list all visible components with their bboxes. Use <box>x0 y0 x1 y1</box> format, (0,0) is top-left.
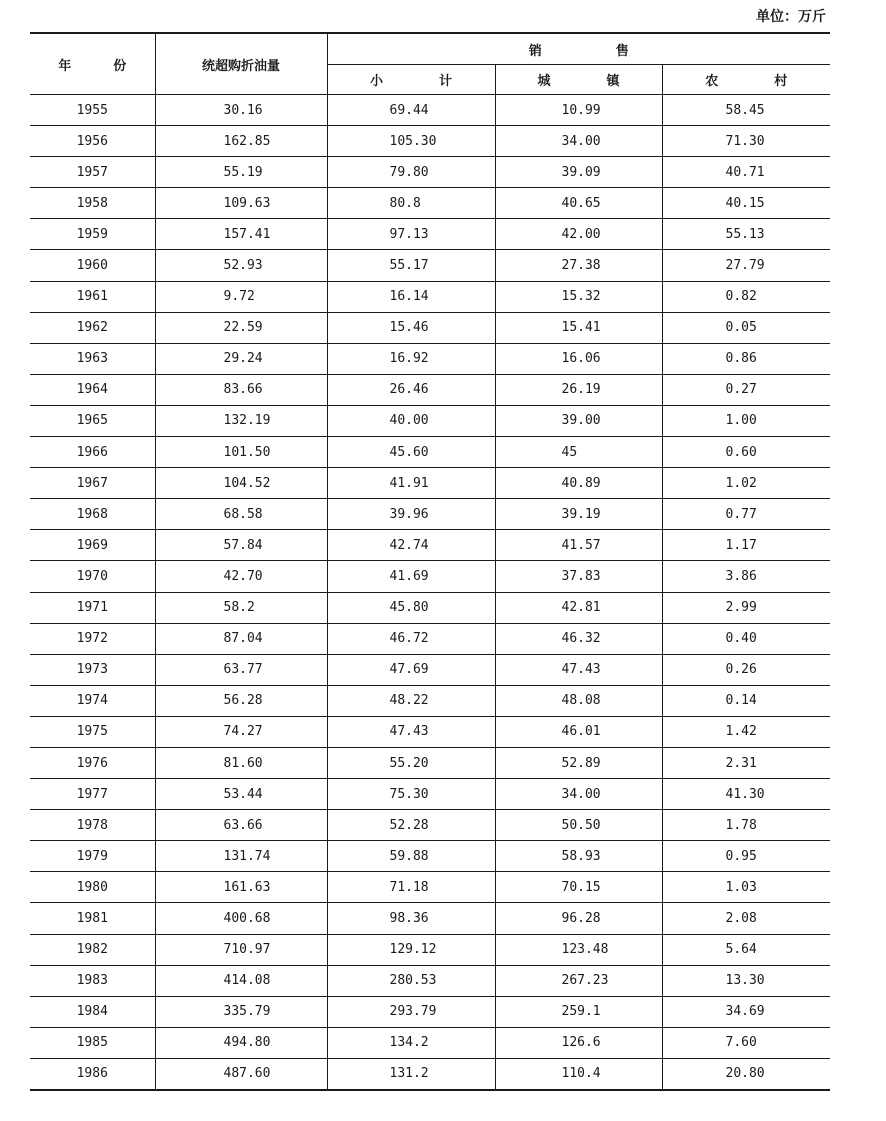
cell-rural: 5.64 <box>662 934 830 965</box>
header-subtotal-char-1: 小 <box>369 74 383 89</box>
table-row <box>30 468 830 499</box>
cell-year: 1957 <box>30 157 155 188</box>
cell-town: 39.09 <box>495 157 662 188</box>
cell-subtotal: 16.92 <box>327 343 495 374</box>
cell-tongchaogou: 68.58 <box>155 499 327 530</box>
cell-rural: 1.42 <box>662 716 830 747</box>
cell-tongchaogou: 710.97 <box>155 934 327 965</box>
cell-year: 1986 <box>30 1058 155 1090</box>
header-rural-char-1: 农 <box>705 74 719 89</box>
cell-town: 39.19 <box>495 499 662 530</box>
cell-year: 1967 <box>30 468 155 499</box>
table-body <box>30 95 830 1091</box>
cell-tongchaogou: 22.59 <box>155 312 327 343</box>
cell-tongchaogou: 83.66 <box>155 374 327 405</box>
cell-year: 1960 <box>30 250 155 281</box>
cell-rural: 1.78 <box>662 810 830 841</box>
table-header <box>30 33 830 95</box>
cell-subtotal: 59.88 <box>327 841 495 872</box>
cell-rural: 41.30 <box>662 779 830 810</box>
cell-tongchaogou: 161.63 <box>155 872 327 903</box>
cell-subtotal: 98.36 <box>327 903 495 934</box>
cell-subtotal: 41.69 <box>327 561 495 592</box>
cell-subtotal: 48.22 <box>327 685 495 716</box>
cell-tongchaogou: 101.50 <box>155 437 327 468</box>
cell-year: 1971 <box>30 592 155 623</box>
cell-tongchaogou: 335.79 <box>155 996 327 1027</box>
cell-subtotal: 52.28 <box>327 810 495 841</box>
table-row <box>30 903 830 934</box>
cell-rural: 0.40 <box>662 623 830 654</box>
cell-subtotal: 45.60 <box>327 437 495 468</box>
table-row <box>30 623 830 654</box>
table-row <box>30 685 830 716</box>
cell-tongchaogou: 131.74 <box>155 841 327 872</box>
cell-year: 1963 <box>30 343 155 374</box>
cell-year: 1979 <box>30 841 155 872</box>
cell-rural: 40.71 <box>662 157 830 188</box>
cell-tongchaogou: 162.85 <box>155 126 327 157</box>
cell-tongchaogou: 400.68 <box>155 903 327 934</box>
header-sales-char-1: 销 <box>528 43 542 59</box>
cell-subtotal: 45.80 <box>327 592 495 623</box>
table-row <box>30 499 830 530</box>
cell-subtotal: 16.14 <box>327 281 495 312</box>
cell-town: 50.50 <box>495 810 662 841</box>
cell-town: 42.00 <box>495 219 662 250</box>
cell-year: 1968 <box>30 499 155 530</box>
header-sales-char-2: 售 <box>615 43 629 59</box>
cell-subtotal: 129.12 <box>327 934 495 965</box>
cell-tongchaogou: 414.08 <box>155 965 327 996</box>
unit-label: 单位：万斤 <box>756 9 826 25</box>
cell-rural: 13.30 <box>662 965 830 996</box>
cell-town: 45 <box>495 437 662 468</box>
cell-subtotal: 55.17 <box>327 250 495 281</box>
cell-tongchaogou: 104.52 <box>155 468 327 499</box>
cell-year: 1983 <box>30 965 155 996</box>
cell-town: 16.06 <box>495 343 662 374</box>
cell-year: 1984 <box>30 996 155 1027</box>
cell-subtotal: 39.96 <box>327 499 495 530</box>
cell-town: 48.08 <box>495 685 662 716</box>
cell-tongchaogou: 487.60 <box>155 1058 327 1090</box>
table-row <box>30 95 830 126</box>
cell-town: 40.89 <box>495 468 662 499</box>
cell-subtotal: 97.13 <box>327 219 495 250</box>
table-row <box>30 312 830 343</box>
cell-town: 34.00 <box>495 126 662 157</box>
oil-statistics-table-container <box>30 32 830 1091</box>
cell-subtotal: 105.30 <box>327 126 495 157</box>
cell-rural: 3.86 <box>662 561 830 592</box>
header-town <box>495 65 662 95</box>
table-row <box>30 779 830 810</box>
cell-tongchaogou: 74.27 <box>155 716 327 747</box>
cell-tongchaogou: 132.19 <box>155 405 327 436</box>
cell-year: 1980 <box>30 872 155 903</box>
header-tongchaogou: 统超购折油量 <box>155 33 327 95</box>
cell-town: 39.00 <box>495 405 662 436</box>
cell-subtotal: 26.46 <box>327 374 495 405</box>
table-row <box>30 250 830 281</box>
cell-year: 1955 <box>30 95 155 126</box>
cell-town: 34.00 <box>495 779 662 810</box>
cell-subtotal: 15.46 <box>327 312 495 343</box>
cell-subtotal: 47.69 <box>327 654 495 685</box>
header-year-char-2: 份 <box>113 58 127 74</box>
cell-year: 1973 <box>30 654 155 685</box>
cell-rural: 1.02 <box>662 468 830 499</box>
table-row <box>30 996 830 1027</box>
cell-tongchaogou: 9.72 <box>155 281 327 312</box>
cell-tongchaogou: 494.80 <box>155 1027 327 1058</box>
cell-tongchaogou: 87.04 <box>155 623 327 654</box>
table-row <box>30 934 830 965</box>
cell-town: 15.41 <box>495 312 662 343</box>
cell-town: 42.81 <box>495 592 662 623</box>
cell-town: 10.99 <box>495 95 662 126</box>
cell-subtotal: 42.74 <box>327 530 495 561</box>
cell-town: 27.38 <box>495 250 662 281</box>
table-row <box>30 157 830 188</box>
table-row <box>30 654 830 685</box>
table-row <box>30 592 830 623</box>
cell-tongchaogou: 81.60 <box>155 747 327 778</box>
header-subtotal-char-2: 计 <box>439 74 453 89</box>
cell-subtotal: 293.79 <box>327 996 495 1027</box>
cell-tongchaogou: 30.16 <box>155 95 327 126</box>
cell-town: 123.48 <box>495 934 662 965</box>
cell-subtotal: 40.00 <box>327 405 495 436</box>
cell-subtotal: 71.18 <box>327 872 495 903</box>
cell-year: 1975 <box>30 716 155 747</box>
cell-rural: 7.60 <box>662 1027 830 1058</box>
table-row <box>30 1058 830 1090</box>
cell-rural: 58.45 <box>662 95 830 126</box>
cell-rural: 71.30 <box>662 126 830 157</box>
cell-rural: 0.27 <box>662 374 830 405</box>
cell-subtotal: 69.44 <box>327 95 495 126</box>
cell-town: 46.32 <box>495 623 662 654</box>
cell-year: 1981 <box>30 903 155 934</box>
cell-tongchaogou: 55.19 <box>155 157 327 188</box>
cell-town: 15.32 <box>495 281 662 312</box>
header-town-char-1: 城 <box>537 74 551 89</box>
cell-year: 1956 <box>30 126 155 157</box>
header-rural-char-2: 村 <box>774 74 788 89</box>
header-subtotal <box>327 65 495 95</box>
cell-year: 1970 <box>30 561 155 592</box>
cell-year: 1969 <box>30 530 155 561</box>
cell-rural: 0.82 <box>662 281 830 312</box>
cell-year: 1977 <box>30 779 155 810</box>
cell-tongchaogou: 58.2 <box>155 592 327 623</box>
header-sales <box>327 33 830 65</box>
cell-rural: 2.99 <box>662 592 830 623</box>
cell-year: 1962 <box>30 312 155 343</box>
cell-year: 1964 <box>30 374 155 405</box>
cell-town: 26.19 <box>495 374 662 405</box>
table-row <box>30 281 830 312</box>
cell-tongchaogou: 29.24 <box>155 343 327 374</box>
table-row <box>30 126 830 157</box>
header-town-char-2: 镇 <box>606 74 620 89</box>
cell-rural: 0.60 <box>662 437 830 468</box>
cell-year: 1982 <box>30 934 155 965</box>
cell-rural: 0.86 <box>662 343 830 374</box>
cell-town: 58.93 <box>495 841 662 872</box>
cell-year: 1961 <box>30 281 155 312</box>
cell-year: 1978 <box>30 810 155 841</box>
table-row <box>30 343 830 374</box>
cell-town: 37.83 <box>495 561 662 592</box>
cell-rural: 0.26 <box>662 654 830 685</box>
table-row <box>30 747 830 778</box>
table-row <box>30 810 830 841</box>
cell-year: 1976 <box>30 747 155 778</box>
cell-rural: 27.79 <box>662 250 830 281</box>
table-row <box>30 374 830 405</box>
cell-rural: 0.95 <box>662 841 830 872</box>
cell-town: 40.65 <box>495 188 662 219</box>
cell-rural: 20.80 <box>662 1058 830 1090</box>
cell-rural: 55.13 <box>662 219 830 250</box>
oil-statistics-table <box>30 32 830 1091</box>
cell-tongchaogou: 42.70 <box>155 561 327 592</box>
cell-year: 1985 <box>30 1027 155 1058</box>
cell-town: 267.23 <box>495 965 662 996</box>
cell-tongchaogou: 53.44 <box>155 779 327 810</box>
cell-year: 1966 <box>30 437 155 468</box>
header-year <box>30 33 155 95</box>
cell-tongchaogou: 109.63 <box>155 188 327 219</box>
cell-subtotal: 134.2 <box>327 1027 495 1058</box>
table-row <box>30 841 830 872</box>
cell-tongchaogou: 63.66 <box>155 810 327 841</box>
cell-tongchaogou: 63.77 <box>155 654 327 685</box>
cell-town: 259.1 <box>495 996 662 1027</box>
cell-rural: 2.08 <box>662 903 830 934</box>
cell-year: 1972 <box>30 623 155 654</box>
cell-tongchaogou: 52.93 <box>155 250 327 281</box>
table-row <box>30 188 830 219</box>
cell-subtotal: 41.91 <box>327 468 495 499</box>
cell-town: 41.57 <box>495 530 662 561</box>
header-year-char-1: 年 <box>58 58 72 74</box>
table-row <box>30 437 830 468</box>
cell-rural: 0.14 <box>662 685 830 716</box>
cell-town: 46.01 <box>495 716 662 747</box>
table-row <box>30 1027 830 1058</box>
cell-subtotal: 46.72 <box>327 623 495 654</box>
cell-rural: 2.31 <box>662 747 830 778</box>
cell-subtotal: 280.53 <box>327 965 495 996</box>
cell-town: 47.43 <box>495 654 662 685</box>
table-row <box>30 965 830 996</box>
cell-subtotal: 47.43 <box>327 716 495 747</box>
cell-tongchaogou: 57.84 <box>155 530 327 561</box>
table-row <box>30 219 830 250</box>
cell-subtotal: 131.2 <box>327 1058 495 1090</box>
cell-rural: 34.69 <box>662 996 830 1027</box>
cell-town: 70.15 <box>495 872 662 903</box>
cell-year: 1959 <box>30 219 155 250</box>
cell-town: 96.28 <box>495 903 662 934</box>
cell-tongchaogou: 56.28 <box>155 685 327 716</box>
cell-rural: 1.03 <box>662 872 830 903</box>
cell-town: 110.4 <box>495 1058 662 1090</box>
table-row <box>30 530 830 561</box>
cell-subtotal: 55.20 <box>327 747 495 778</box>
cell-subtotal: 80.8 <box>327 188 495 219</box>
cell-town: 126.6 <box>495 1027 662 1058</box>
table-row <box>30 561 830 592</box>
table-row <box>30 405 830 436</box>
cell-rural: 40.15 <box>662 188 830 219</box>
cell-rural: 1.00 <box>662 405 830 436</box>
cell-subtotal: 79.80 <box>327 157 495 188</box>
cell-town: 52.89 <box>495 747 662 778</box>
table-row <box>30 716 830 747</box>
cell-rural: 0.77 <box>662 499 830 530</box>
cell-year: 1965 <box>30 405 155 436</box>
cell-year: 1958 <box>30 188 155 219</box>
cell-rural: 1.17 <box>662 530 830 561</box>
cell-rural: 0.05 <box>662 312 830 343</box>
cell-tongchaogou: 157.41 <box>155 219 327 250</box>
header-rural <box>662 65 830 95</box>
cell-year: 1974 <box>30 685 155 716</box>
table-row <box>30 872 830 903</box>
cell-subtotal: 75.30 <box>327 779 495 810</box>
